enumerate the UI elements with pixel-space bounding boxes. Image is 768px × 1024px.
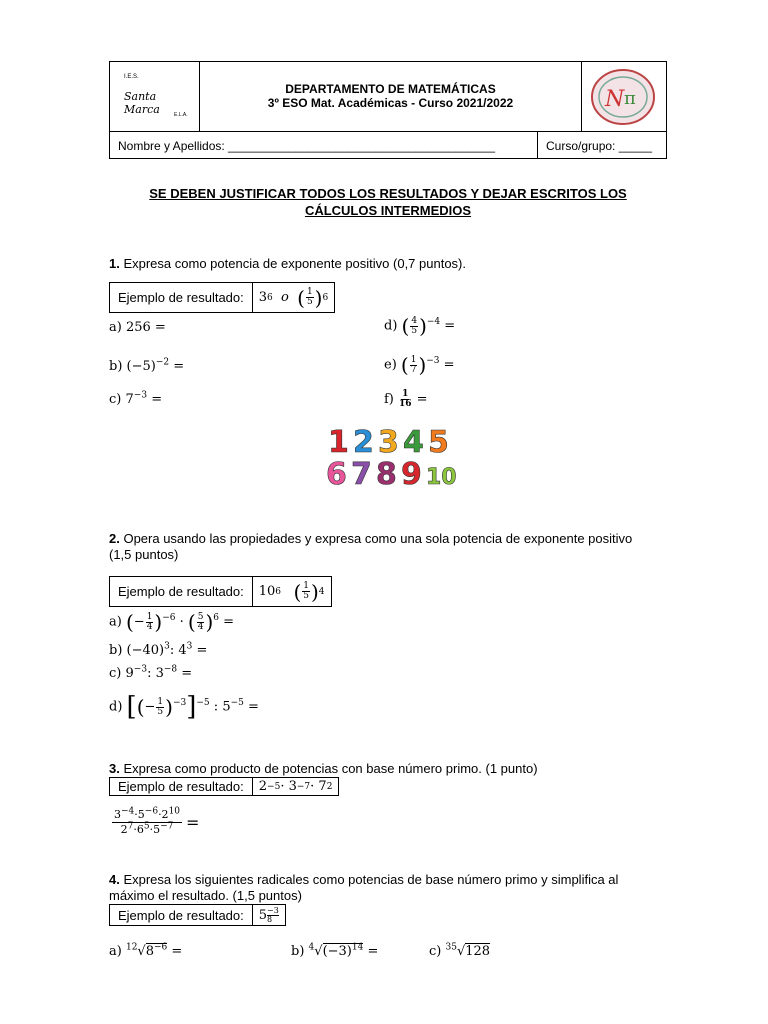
q1-c: c) $7^{-3}$ = xyxy=(109,390,163,407)
q2-b: b) $(-40)^3$: $4^3$ = xyxy=(109,641,208,658)
question-4: 4. Expresa los siguientes radicales como potencias de base número primo y simplifica al máximo el resultado. (1,5 puntos) xyxy=(109,872,619,903)
number-9: 9 xyxy=(401,457,422,490)
svg-text:π: π xyxy=(624,88,636,109)
number-4: 4 xyxy=(403,425,424,460)
q2-d: d) [(− $\frac{1}{5}$ )$^{-3}$]$^{-5}$ : $5^{-5}$ = xyxy=(109,692,259,722)
q4-a: a) $^{12}√8^{-6}$ = xyxy=(109,942,183,959)
number-1: 1 xyxy=(328,425,349,460)
q1-f: f) $\frac{1}{16}$ = xyxy=(384,389,428,409)
q1-d: d) ( $\frac{4}{5}$ )$^{-4}$ = xyxy=(384,314,456,338)
question-3: 3. Expresa como producto de potencias con base número primo. (1 punto) xyxy=(109,761,538,776)
q1-e: e) ( $\frac{1}{7}$ )$^{-3}$ = xyxy=(384,353,455,377)
number-2: 2 xyxy=(353,425,374,460)
q2-c: c) $9^{-3}$: $3^{-8}$ = xyxy=(109,664,193,681)
name-field[interactable]: Nombre y Apellidos: ________________________________________ xyxy=(118,139,496,153)
q2-a: a) (− $\frac{1}{4}$ )$^{-6}$ · ( $\frac{5}{4}$ )$^6$ = xyxy=(109,610,235,634)
course-title: 3º ESO Mat. Académicas - Curso 2021/2022 xyxy=(267,96,514,110)
number-5: 5 xyxy=(428,425,449,460)
q4-b: b) $^4√(-3)^{14}$ = xyxy=(291,942,379,959)
dept-logo-icon xyxy=(588,68,658,126)
numbers-illustration xyxy=(322,420,462,490)
q1-b: b) $(-5)^{-2}$ = xyxy=(109,357,185,374)
question-1: 1. Expresa como potencia de exponente positivo (0,7 puntos). xyxy=(109,256,467,271)
school-logo: I.E.S. Santa Marca E.L.A. xyxy=(124,74,188,118)
number-8: 8 xyxy=(376,457,397,490)
number-7: 7 xyxy=(351,457,372,490)
example-box-3: Ejemplo de resultado: 2 −5 · 3 −7 · 7 2 xyxy=(109,777,339,796)
number-10: 10 xyxy=(426,465,457,490)
q3-expression: $\frac{3^{-4}\cdot 5^{-6}\cdot 2^{10}}{2^7\cdot 6^5\cdot 5^{-7}}$ = xyxy=(114,806,200,837)
question-2: 2. Opera usando las propiedades y expresa como una sola potencia de exponente positivo (1,5 puntos) xyxy=(109,531,633,562)
instruction: SE DEBEN JUSTIFICAR TODOS LOS RESULTADOS Y DEJAR ESCRITOS LOS CÁLCULOS INTERMEDIOS xyxy=(149,186,627,218)
number-6: 6 xyxy=(326,457,347,490)
header-table xyxy=(109,61,667,159)
example-box-2: Ejemplo de resultado: 10 6 ( $\frac{1}{5}$ ) 4 xyxy=(109,576,332,607)
svg-text:N: N xyxy=(605,87,625,112)
q1-a: a) 256 = xyxy=(109,320,166,335)
example-box-4: Ejemplo de resultado: 5 −3 8 xyxy=(109,904,286,926)
q4-c: c) $^{35}$√128 xyxy=(429,942,491,959)
group-field[interactable]: Curso/grupo: _____ xyxy=(546,139,653,153)
example-box-1: Ejemplo de resultado: 3 6 o ( $\frac{1}{5}$ ) 6 xyxy=(109,282,335,313)
number-3: 3 xyxy=(378,425,399,460)
department-title: DEPARTAMENTO DE MATEMÁTICAS xyxy=(285,82,496,96)
